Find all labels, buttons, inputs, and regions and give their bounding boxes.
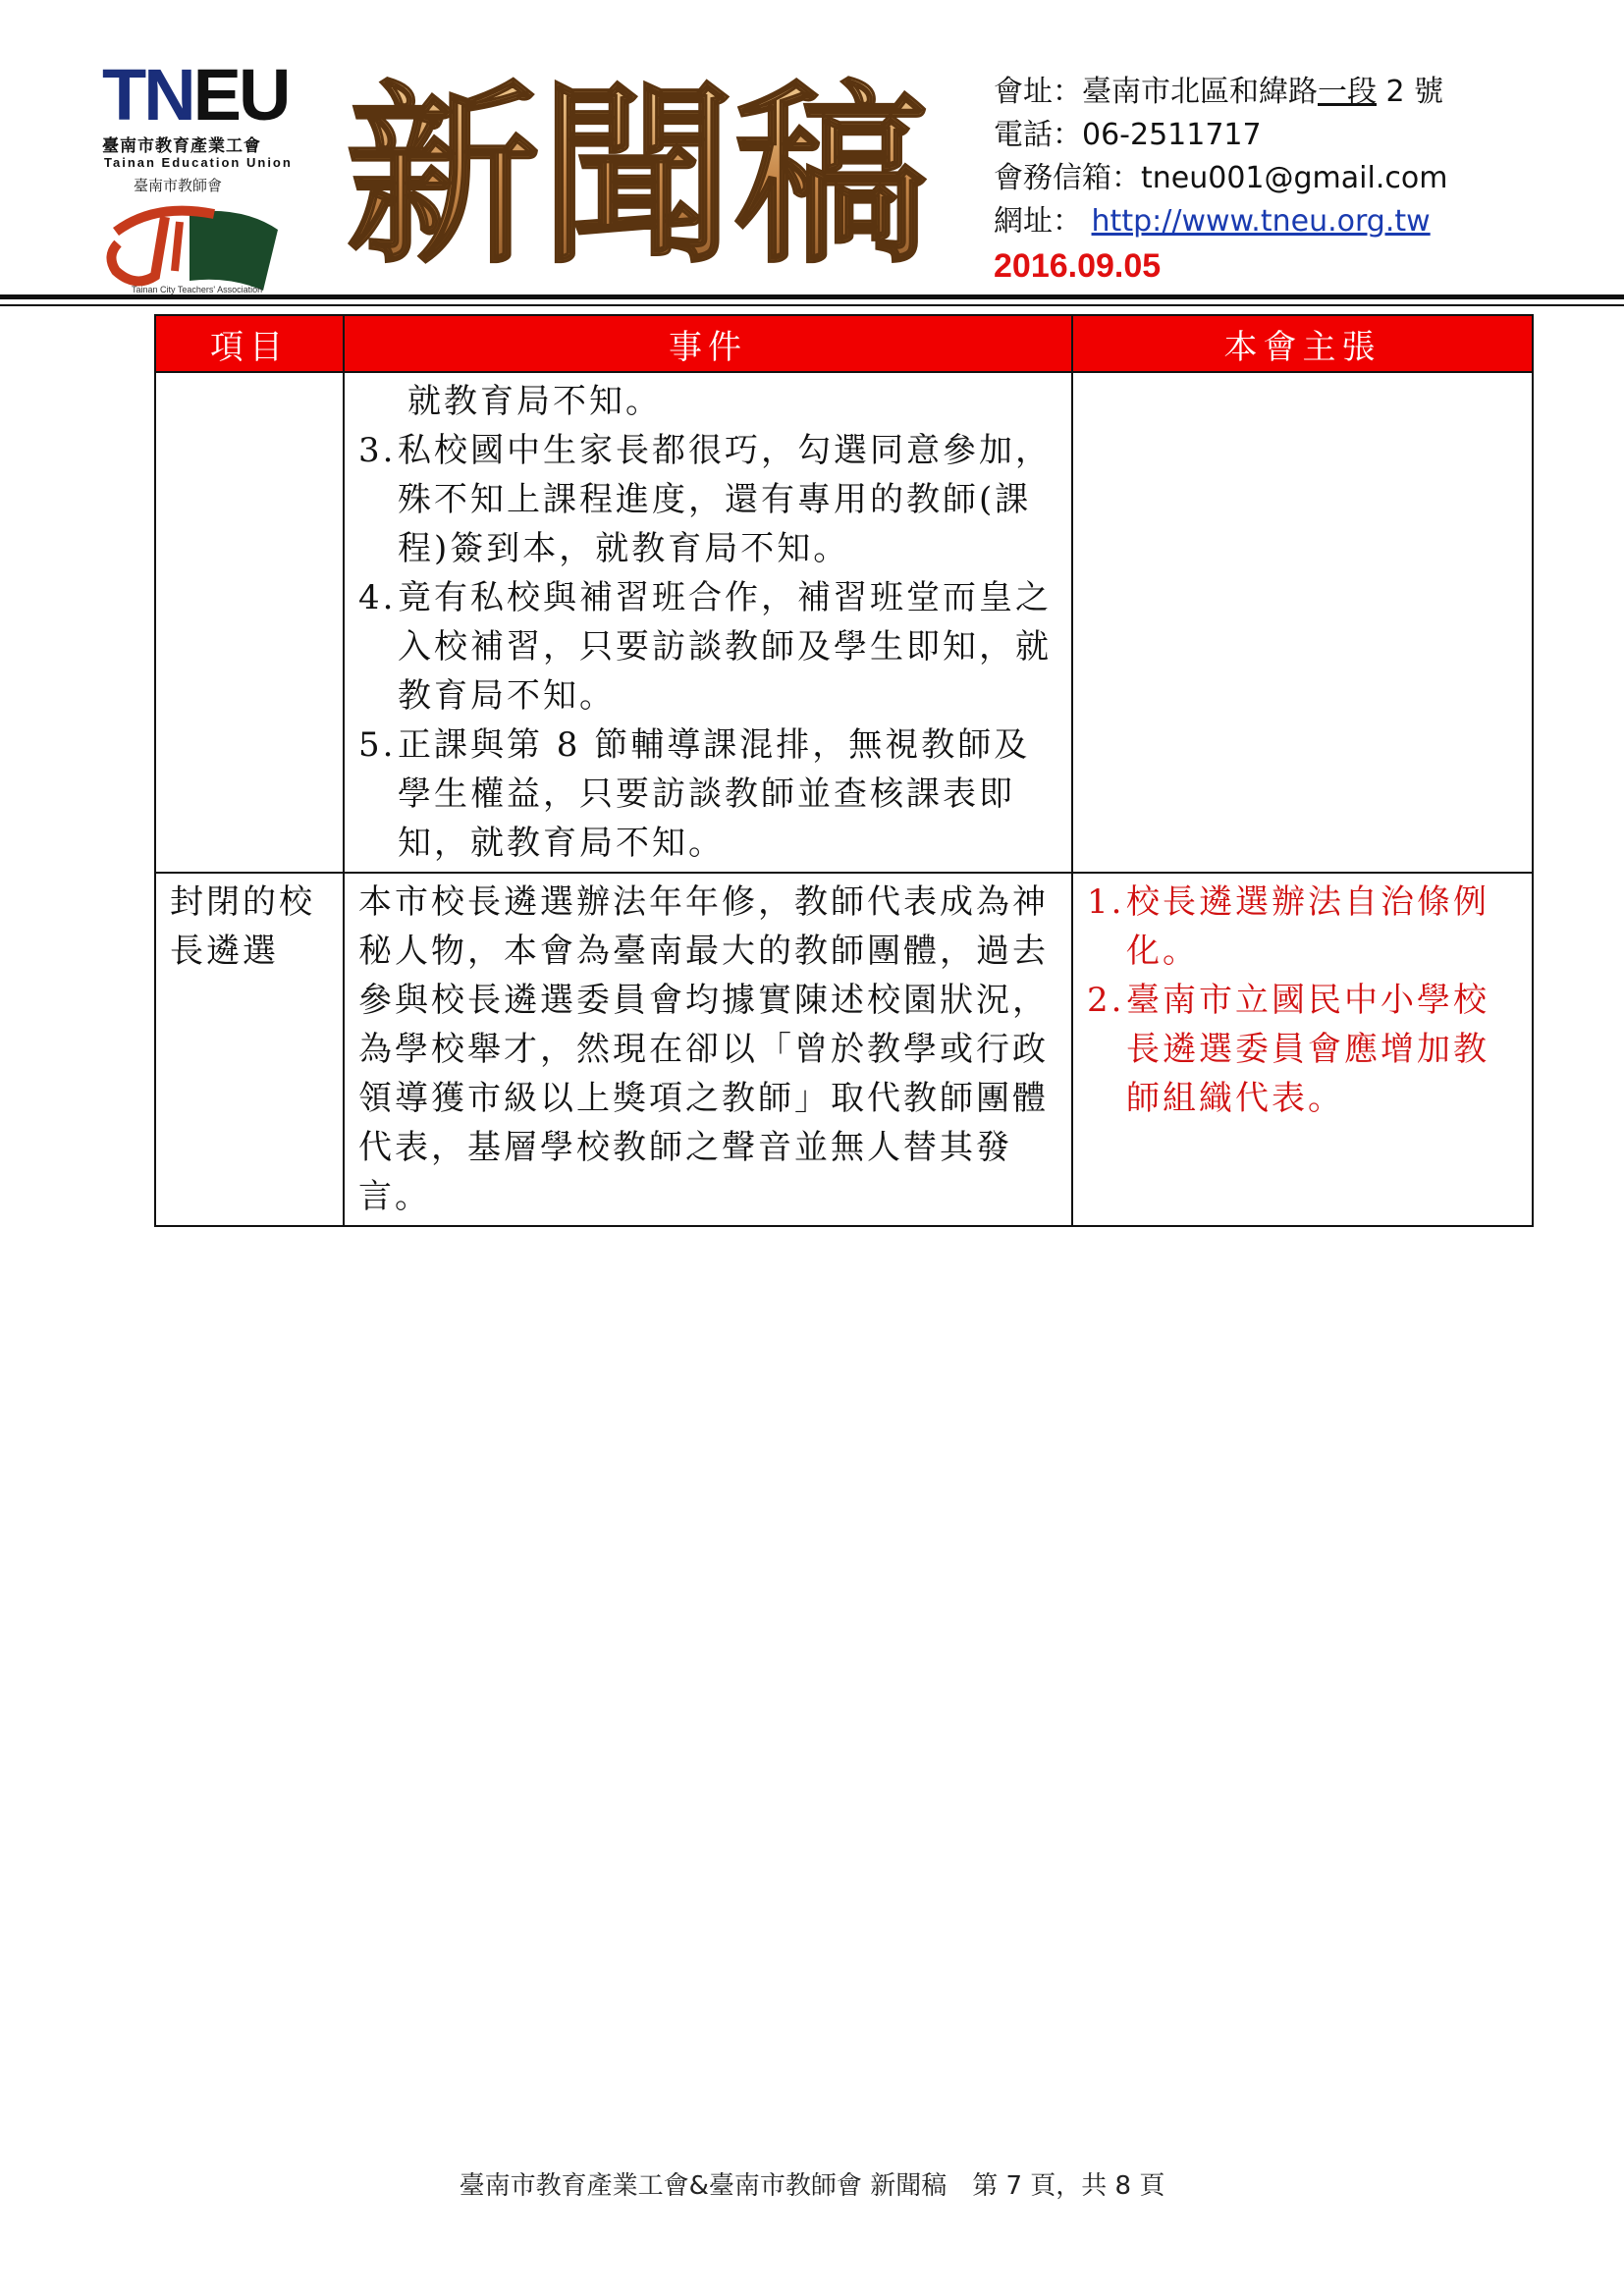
email-line: 會務信箱：tneu001@gmail.com (994, 161, 1448, 195)
release-date: 2016.09.05 (994, 247, 1162, 285)
header-divider-thin (0, 304, 1624, 306)
union-logo (94, 54, 320, 299)
address-line: 會址：臺南市北區和緯路一段 2 號 (994, 75, 1444, 109)
table-header-row (155, 315, 1533, 372)
website-line: 網址： http://www.tneu.org.tw (994, 204, 1431, 239)
tneu-logo-text: TNEU (102, 54, 289, 135)
page-footer: 臺南市教育產業工會&臺南市教師會 新聞稿 第 7 頁，共 8 頁 (459, 2171, 1165, 2201)
association-name-en: Tainan City Teachers' Association (132, 285, 263, 294)
header-event: 事件 (344, 315, 1072, 372)
list-item: 4. 竟有私校與補習班合作，補習班堂而皇之入校補習，只要訪談教師及學生即知，就教育局不知。 (358, 578, 1052, 716)
row2-positions (1072, 873, 1533, 1226)
list-item: 5. 正課與第 8 節輔導課混排，無視教師及學生權益，只要訪談教師並查核課表即知，就教育局不知。 (358, 725, 1031, 863)
row1-position (1072, 372, 1533, 873)
association-name-cn: 臺南市教師會 (134, 177, 223, 194)
union-name-en: Tainan Education Union (104, 155, 293, 170)
header-divider (0, 294, 1624, 299)
row2-item: 封閉的校長遴選 (155, 873, 344, 1226)
header-position: 本會主張 (1072, 315, 1533, 372)
union-name-cn: 臺南市教育產業工會 (102, 136, 261, 156)
list-item: 1. 校長遴選辦法自治條例化。 (1087, 882, 1489, 971)
list-item: 2. 臺南市立國民中小學校長遴選委員會應增加教師組織代表。 (1087, 981, 1489, 1118)
contact-info (994, 71, 1447, 243)
press-release-title (324, 69, 952, 285)
event-lead-text: 就教育局不知。 (407, 382, 662, 421)
row1-item (155, 372, 344, 873)
row2-event: 本市校長遴選辦法年年修，教師代表成為神秘人物，本會為臺南最大的教師團體，過去參與校長遴選委員會均據實陳述校園狀況，為學校舉才，然現在卻以「曾於教學或行政領導獲市級以上獎項之教師」取代教師團體代表，基層學校教師之聲音並無人替其發言。 (344, 873, 1072, 1226)
phone-line: 電話：06-2511717 (994, 118, 1262, 152)
website-link[interactable]: http://www.tneu.org.tw (1091, 204, 1431, 239)
issues-table (154, 314, 1534, 1227)
row1-events (344, 372, 1072, 873)
list-item: 3. 私校國中生家長都很巧，勾選同意參加，殊不知上課程進度，還有專用的教師(課程)簽到本，就教育局不知。 (358, 431, 1052, 568)
table-row (155, 372, 1533, 873)
svg-text:新聞稿: 新聞稿 (346, 69, 931, 285)
table-row (155, 873, 1533, 1226)
header-item: 項目 (155, 315, 344, 372)
